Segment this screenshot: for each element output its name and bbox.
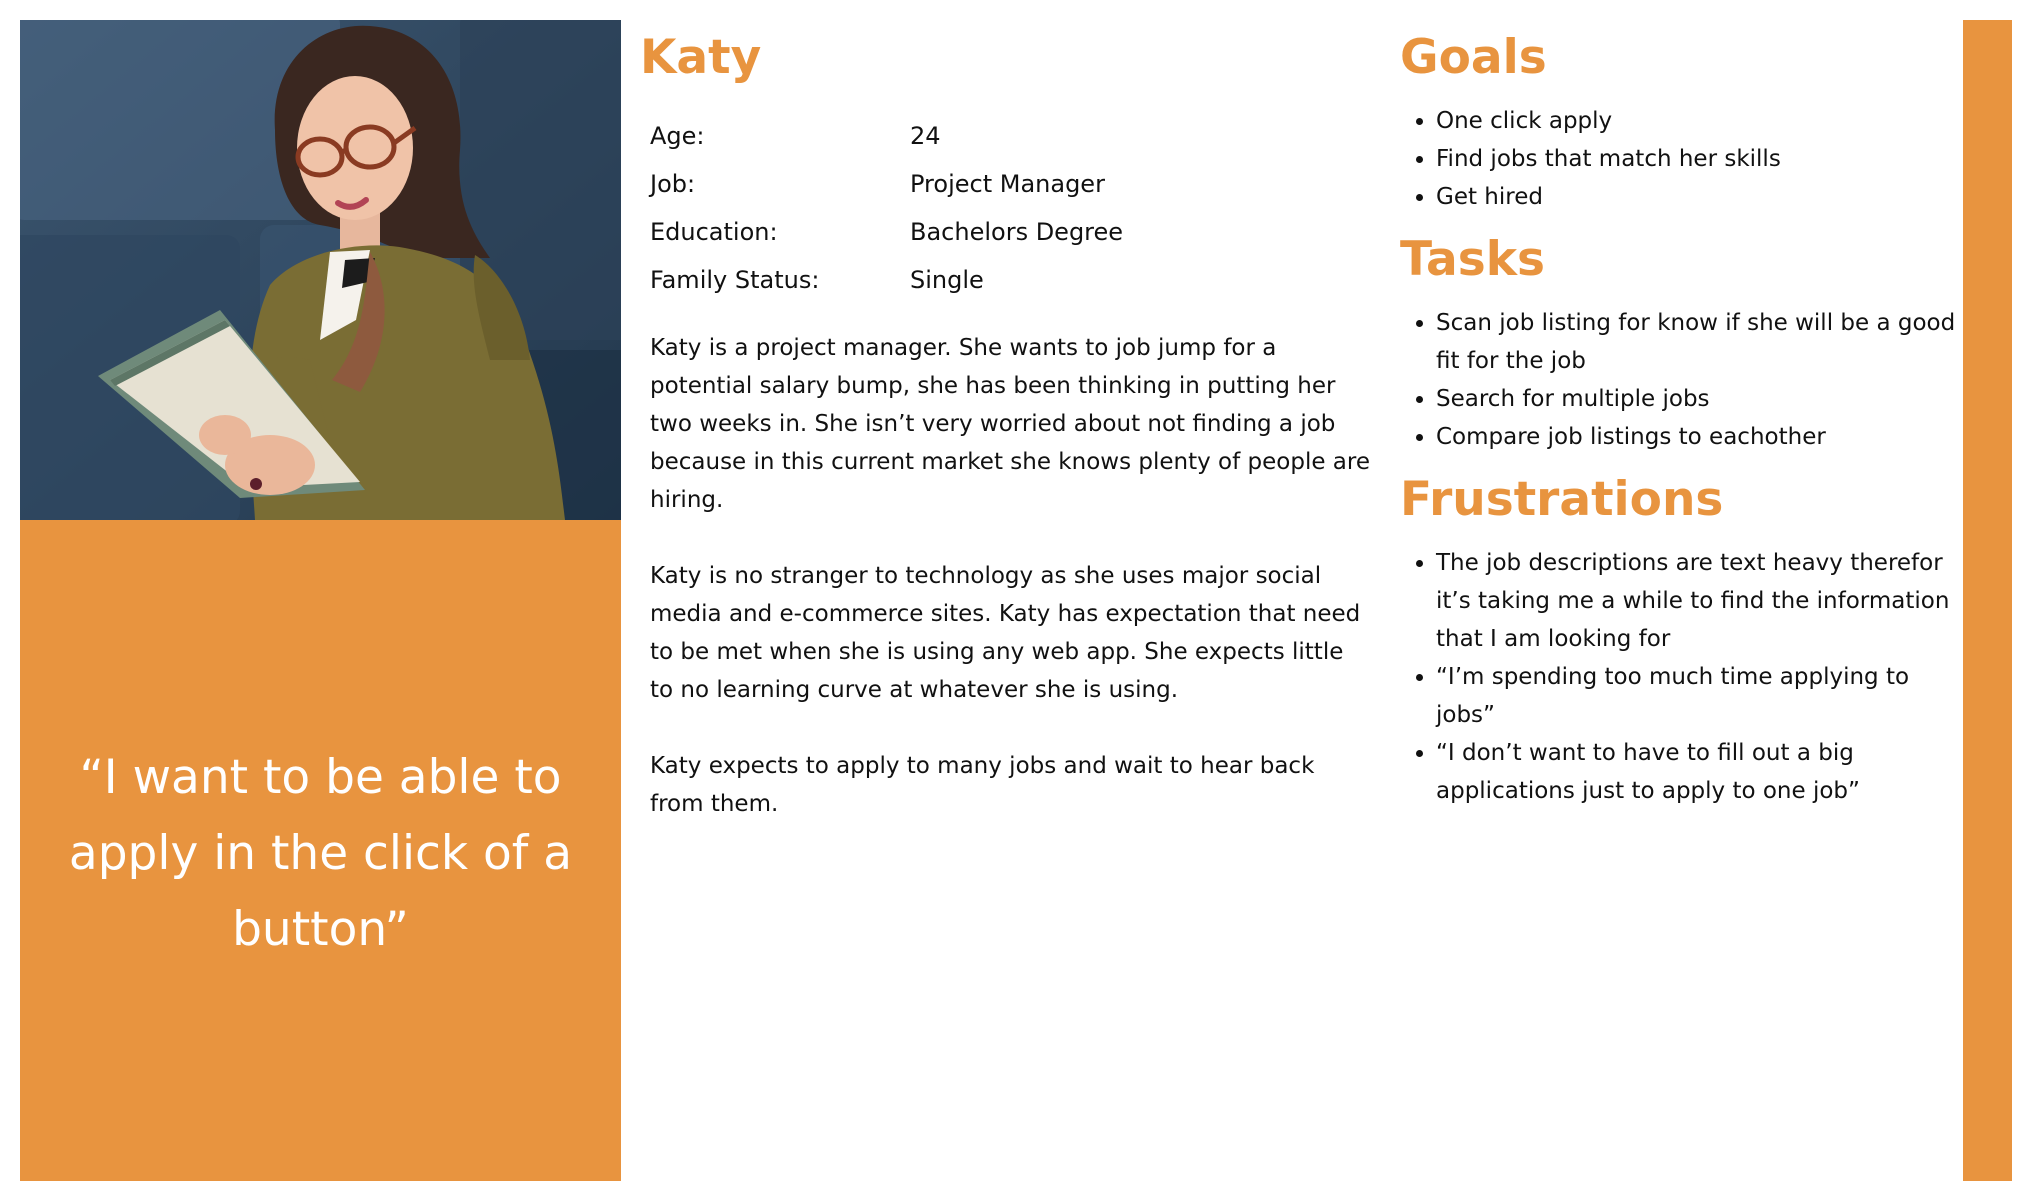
list-item: • One click apply xyxy=(1436,102,1960,140)
accent-bar xyxy=(1963,20,2012,1181)
list-item: • Find jobs that match her skills xyxy=(1436,140,1960,178)
detail-value: Single xyxy=(910,266,984,294)
detail-row-age xyxy=(650,112,1123,160)
detail-row-family-status xyxy=(650,256,1123,304)
persona-photo xyxy=(20,20,621,520)
list-item: • Get hired xyxy=(1436,178,1960,216)
tasks-heading: Tasks xyxy=(1400,232,1545,287)
persona-quote: “I want to be able to apply in the click of a button” xyxy=(68,750,573,957)
detail-value: Bachelors Degree xyxy=(910,218,1124,246)
list-item: • “I’m spending too much time applying to jobs” xyxy=(1436,658,1960,734)
detail-row-job xyxy=(650,160,1123,208)
goals-heading: Goals xyxy=(1400,30,1547,85)
persona-details xyxy=(650,112,1123,304)
detail-label: Education: xyxy=(650,218,778,246)
frustrations-heading: Frustrations xyxy=(1400,472,1724,527)
goals-list xyxy=(1400,102,1960,216)
list-item: • Search for multiple jobs xyxy=(1436,380,1960,418)
detail-label: Job: xyxy=(650,170,696,198)
bio-paragraph: Katy expects to apply to many jobs and wait to hear back from them. xyxy=(650,753,1315,817)
tasks-list xyxy=(1400,304,1960,456)
detail-label: Age: xyxy=(650,122,705,150)
detail-value: Project Manager xyxy=(910,170,1105,198)
list-item: • “I don’t want to have to fill out a big applications just to apply to one job” xyxy=(1436,734,1960,810)
detail-value: 24 xyxy=(910,122,941,150)
list-item: • Compare job listings to eachother xyxy=(1436,418,1960,456)
persona-bio xyxy=(650,329,1370,861)
detail-label: Family Status: xyxy=(650,266,820,294)
persona-card xyxy=(20,20,621,1181)
list-item: • Scan job listing for know if she will be a good fit for the job xyxy=(1436,304,1960,380)
persona-needs xyxy=(1400,28,1960,824)
bio-paragraph: Katy is no stranger to technology as she uses major social media and e-commerce sites. Katy has expectation that need to be met when she is using any web app. She expects little to no learning curve at whatever she is using. xyxy=(650,563,1361,703)
detail-row-education xyxy=(650,208,1123,256)
persona-name: Katy xyxy=(640,30,762,85)
list-item: • The job descriptions are text heavy therefor it’s taking me a while to find the information that I am looking for xyxy=(1436,544,1960,658)
bio-paragraph: Katy is a project manager. She wants to job jump for a potential salary bump, she has been thinking in putting her two weeks in. She isn’t very worried about not finding a job because in this current market she knows plenty of people are hiring. xyxy=(650,335,1370,513)
frustrations-list xyxy=(1400,544,1960,810)
